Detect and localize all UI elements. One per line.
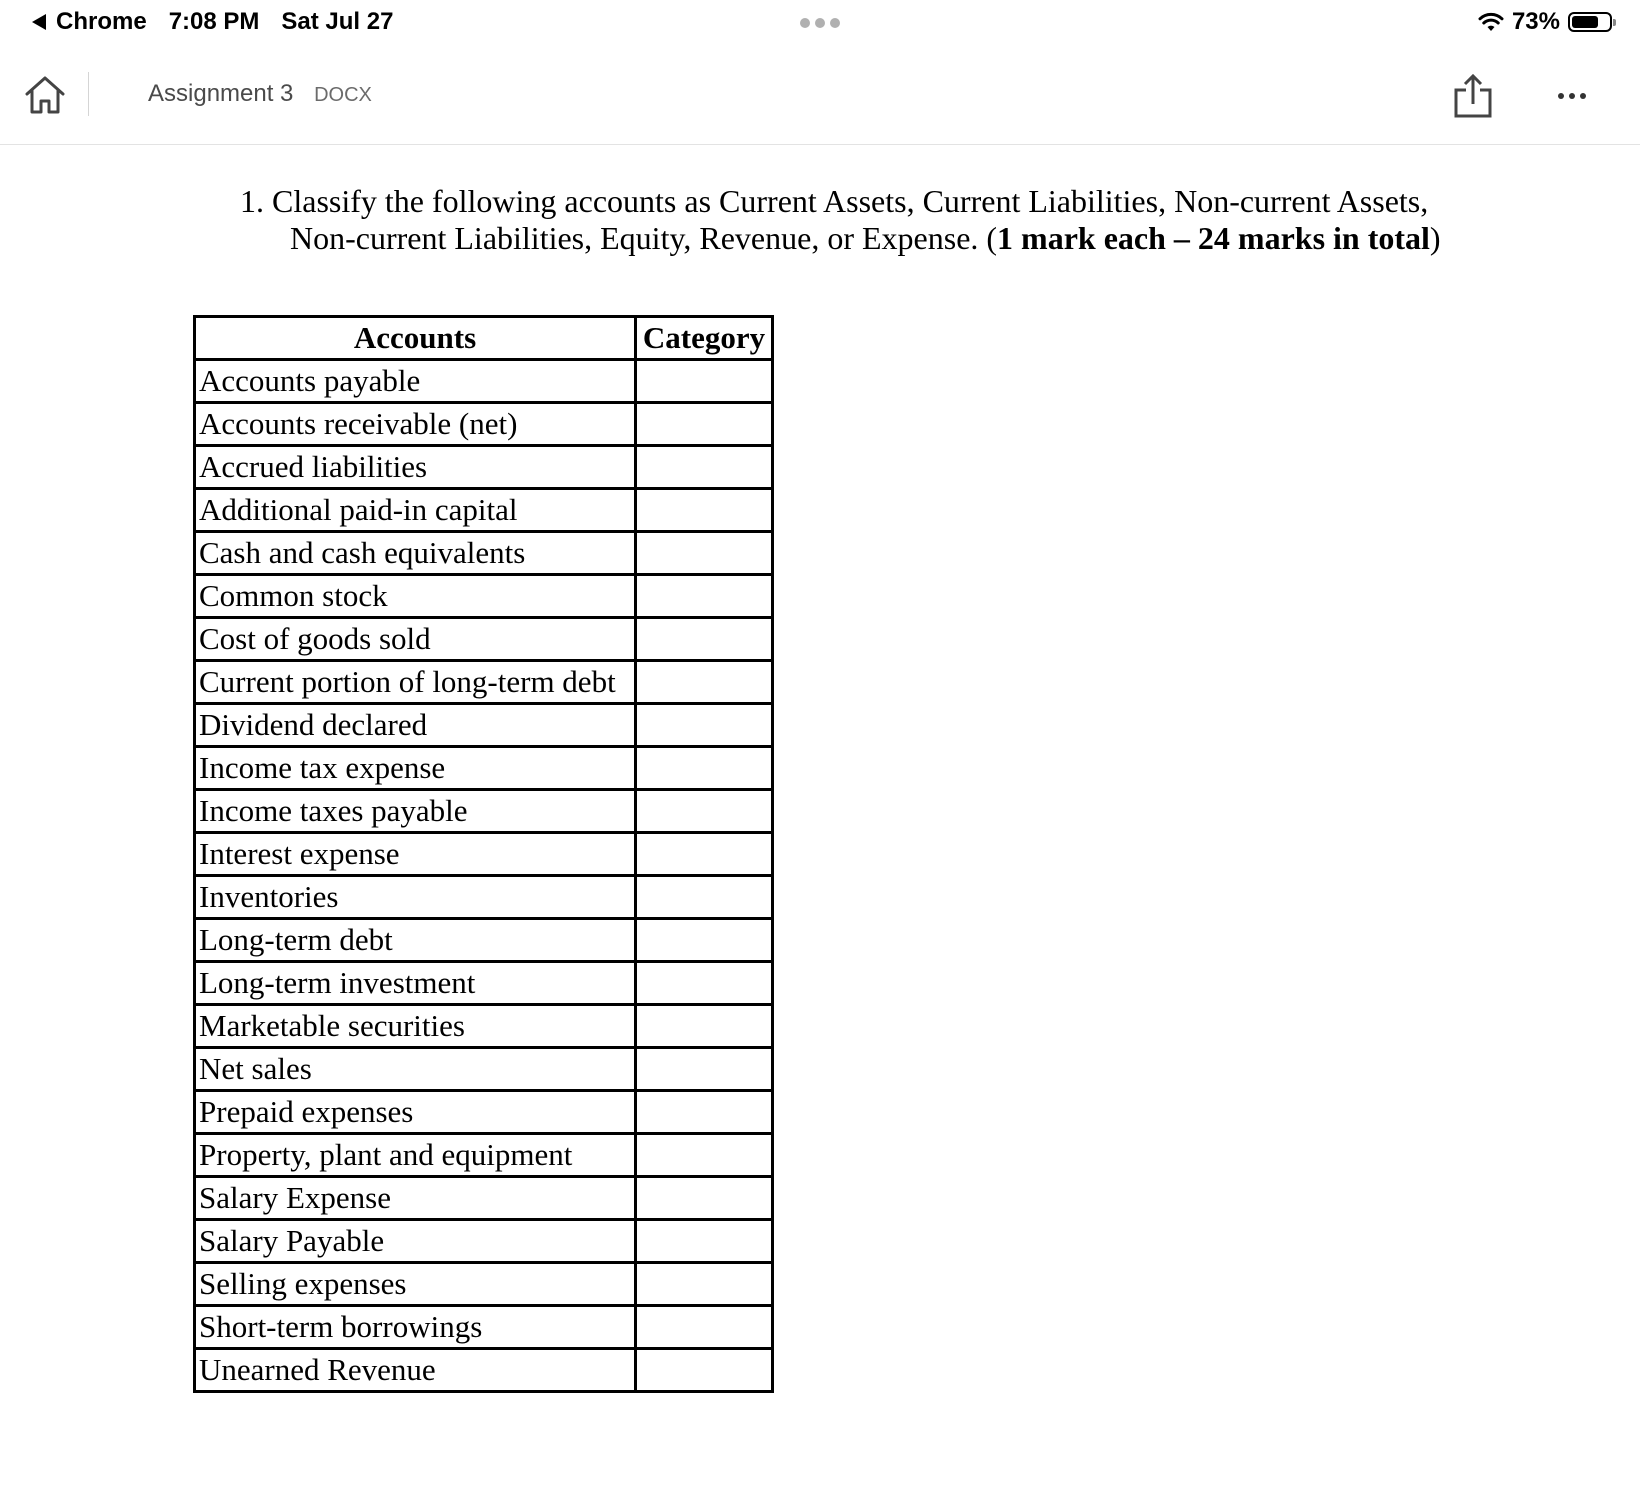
account-name-cell: Short-term borrowings [195,1306,636,1349]
category-cell[interactable] [636,833,773,876]
more-icon[interactable] [1552,76,1592,116]
category-cell[interactable] [636,1134,773,1177]
category-cell[interactable] [636,1349,773,1392]
account-name-cell: Property, plant and equipment [195,1134,636,1177]
category-cell[interactable] [636,790,773,833]
account-name-cell: Interest expense [195,833,636,876]
table-row [195,1306,773,1349]
table-row [195,1005,773,1048]
account-name-cell: Net sales [195,1048,636,1091]
category-cell[interactable] [636,1263,773,1306]
category-cell[interactable] [636,661,773,704]
header-category: Category [636,317,773,360]
account-name-cell: Long-term debt [195,919,636,962]
document-name: Assignment 3 [148,80,294,107]
table-row [195,1263,773,1306]
table-header-row [195,317,773,360]
home-icon[interactable] [22,72,68,118]
table-row [195,919,773,962]
table-row [195,446,773,489]
table-row [195,489,773,532]
accounts-table-body [195,360,773,1392]
category-cell[interactable] [636,532,773,575]
table-row [195,661,773,704]
question-line-2 [240,220,1500,257]
battery-percent: 73% [1511,8,1560,35]
table-row [195,1177,773,1220]
wifi-icon [1478,11,1504,33]
category-cell[interactable] [636,618,773,661]
status-right [1478,8,1612,36]
status-bar [0,0,1640,48]
category-cell[interactable] [636,489,773,532]
category-cell[interactable] [636,1091,773,1134]
category-cell[interactable] [636,1306,773,1349]
table-row [195,532,773,575]
table-row [195,833,773,876]
status-date: Sat Jul 27 [281,8,394,35]
account-name-cell: Current portion of long-term debt [195,661,636,704]
share-icon[interactable] [1452,72,1494,120]
account-name-cell: Salary Payable [195,1220,636,1263]
account-name-cell: Unearned Revenue [195,1349,636,1392]
category-cell[interactable] [636,962,773,1005]
document-file-type: DOCX [314,84,372,106]
table-row [195,704,773,747]
battery-icon [1568,12,1612,32]
multitasking-dots-icon[interactable] [800,18,840,28]
account-name-cell: Additional paid-in capital [195,489,636,532]
category-cell[interactable] [636,403,773,446]
table-row [195,618,773,661]
toolbar-divider [88,72,89,116]
table-row [195,1349,773,1392]
account-name-cell: Income tax expense [195,747,636,790]
question-line-2-end: ) [1429,220,1441,256]
document-toolbar [0,48,1640,145]
table-row [195,962,773,1005]
account-name-cell: Common stock [195,575,636,618]
account-name-cell: Prepaid expenses [195,1091,636,1134]
account-name-cell: Accounts payable [195,360,636,403]
category-cell[interactable] [636,575,773,618]
table-row [195,1220,773,1263]
document-page [0,145,1640,1508]
account-name-cell: Salary Expense [195,1177,636,1220]
category-cell[interactable] [636,919,773,962]
table-row [195,360,773,403]
status-left[interactable] [32,8,393,36]
account-name-cell: Dividend declared [195,704,636,747]
table-row [195,403,773,446]
category-cell[interactable] [636,876,773,919]
table-row [195,575,773,618]
back-arrow-icon[interactable] [32,14,46,30]
table-row [195,790,773,833]
status-time: 7:08 PM [168,8,260,35]
category-cell[interactable] [636,747,773,790]
table-row [195,1048,773,1091]
question-text [240,183,1500,257]
category-cell[interactable] [636,1177,773,1220]
account-name-cell: Cost of goods sold [195,618,636,661]
battery-fill [1572,16,1598,28]
category-cell[interactable] [636,1220,773,1263]
account-name-cell: Inventories [195,876,636,919]
account-name-cell: Income taxes payable [195,790,636,833]
table-row [195,747,773,790]
category-cell[interactable] [636,360,773,403]
category-cell[interactable] [636,1048,773,1091]
back-app-label[interactable]: Chrome [56,8,147,35]
question-marks: 1 mark each – 24 marks in total [997,220,1430,256]
account-name-cell: Long-term investment [195,962,636,1005]
accounts-table [193,315,774,1393]
question-line-1: 1. Classify the following accounts as Current Assets, Current Liabilities, Non-current Assets, [240,183,1429,219]
account-name-cell: Selling expenses [195,1263,636,1306]
category-cell[interactable] [636,704,773,747]
header-accounts: Accounts [195,317,636,360]
table-row [195,1134,773,1177]
question-line-2-text: Non-current Liabilities, Equity, Revenue, or Expense. ( [290,220,998,256]
account-name-cell: Marketable securities [195,1005,636,1048]
document-title[interactable] [148,80,372,108]
category-cell[interactable] [636,446,773,489]
table-row [195,876,773,919]
table-row [195,1091,773,1134]
category-cell[interactable] [636,1005,773,1048]
account-name-cell: Cash and cash equivalents [195,532,636,575]
account-name-cell: Accounts receivable (net) [195,403,636,446]
account-name-cell: Accrued liabilities [195,446,636,489]
